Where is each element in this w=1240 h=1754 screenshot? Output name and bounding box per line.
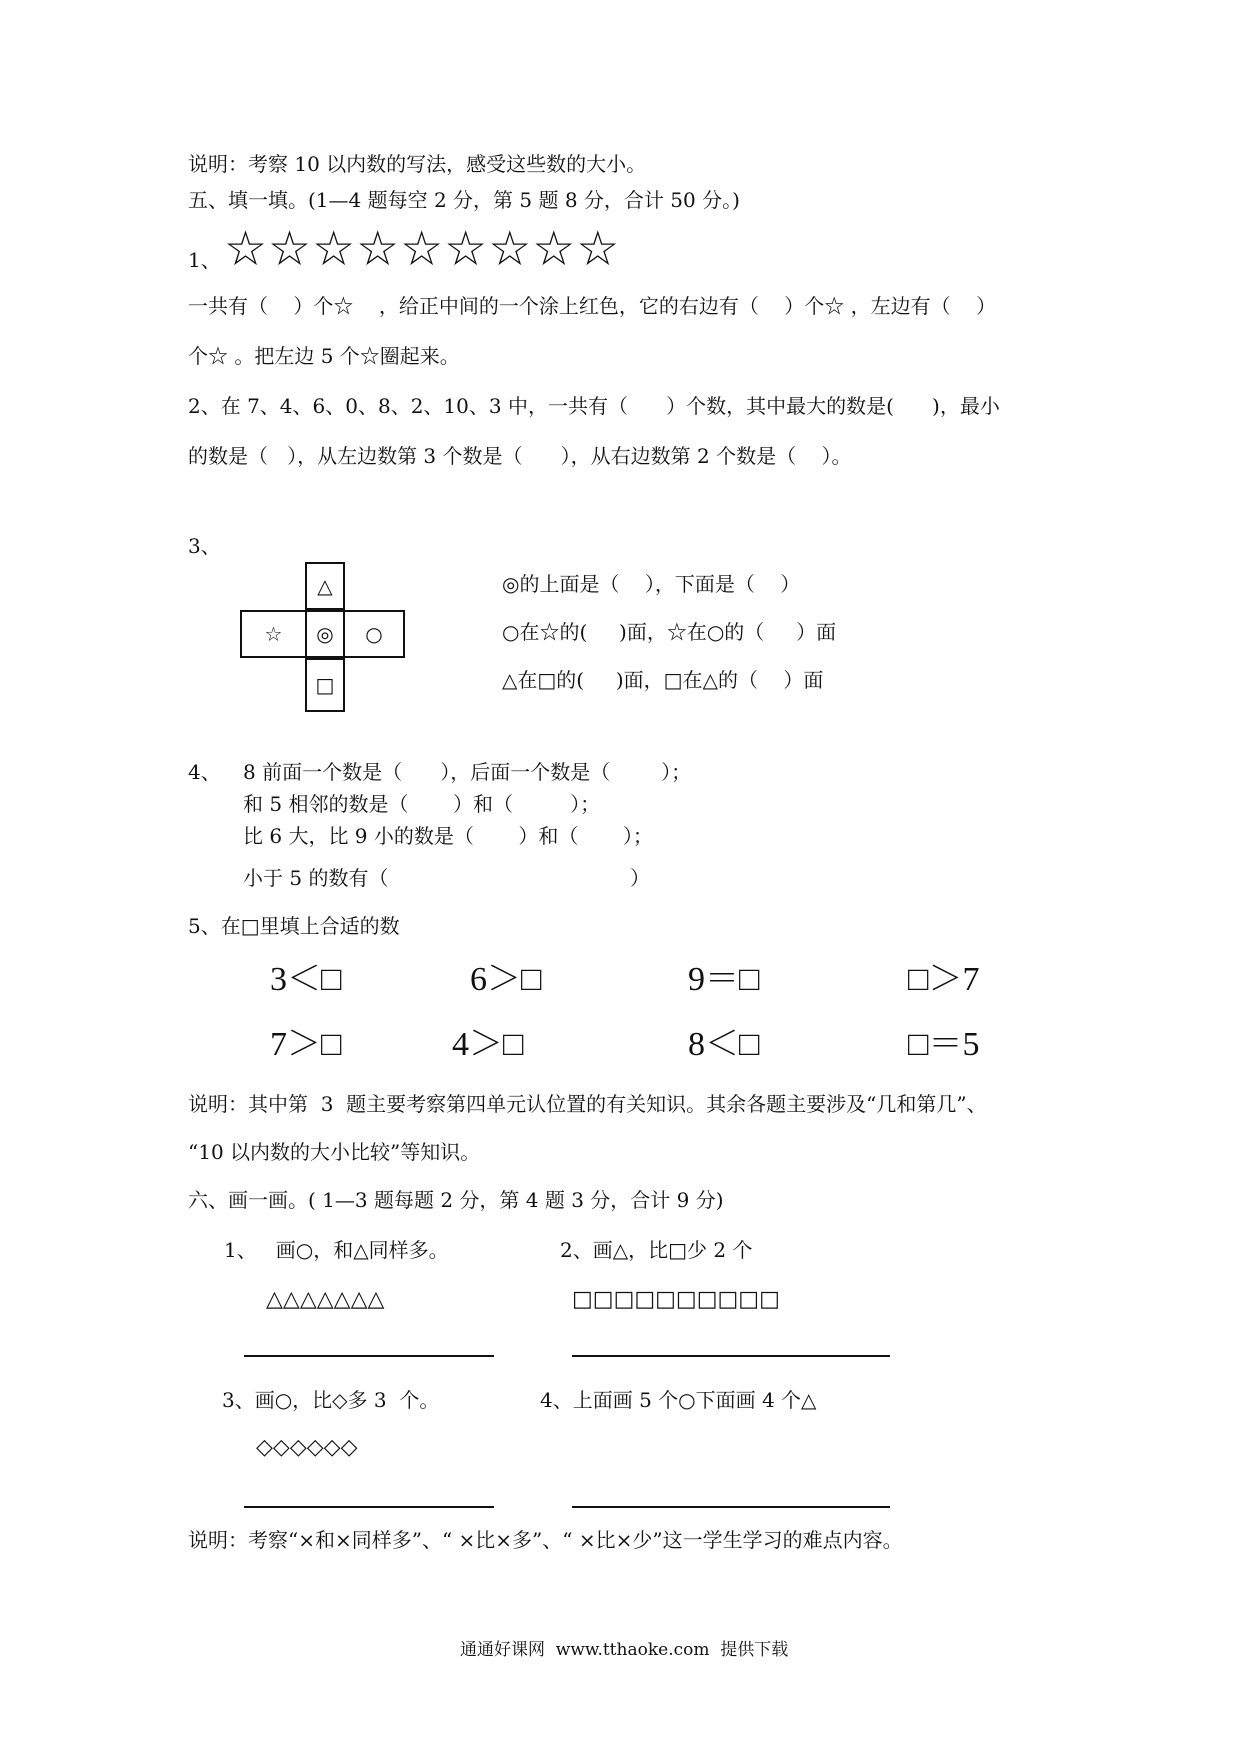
section-6-title: 六、画一画。( 1—3 题每题 2 分，第 4 题 3 分，合计 9 分) <box>188 1188 724 1212</box>
compare-r1-c2: 6＞□ <box>470 961 542 998</box>
note-2a: 说明：其中第 3 题主要考察第四单元认位置的有关知识。其余各题主要涉及“几和第几”、 <box>188 1092 987 1116</box>
q3-line-1: ◎的上面是（ ），下面是（ ） <box>502 572 801 596</box>
draw-3-title: 3、画○，比◇多 3 个。 <box>222 1388 440 1412</box>
note-2b: “10 以内数的大小比较”等知识。 <box>188 1140 481 1164</box>
q3-line-2: ○在☆的( )面，☆在○的（ ）面 <box>502 620 837 644</box>
q1-number: 1、 <box>188 248 221 272</box>
position-grid <box>240 562 405 712</box>
q1-text-b: 个☆ 。把左边 5 个☆圈起来。 <box>188 344 460 368</box>
compare-r2-c1: 7＞□ <box>270 1026 342 1063</box>
q4-line-4: 小于 5 的数有（ ） <box>243 866 651 890</box>
grid-top-cell: △ <box>305 562 345 610</box>
draw-3-diamonds: ◇◇◇◇◇◇ <box>256 1435 358 1460</box>
compare-r2-c3: 8＜□ <box>688 1026 760 1063</box>
grid-bottom-cell: □ <box>305 658 345 712</box>
grid-left-cell: ☆ <box>240 610 307 658</box>
q5-title: 5、在□里填上合适的数 <box>188 914 400 938</box>
q4-number: 4、 <box>188 760 221 784</box>
draw-1-title: 1、 画○，和△同样多。 <box>224 1238 449 1262</box>
compare-r2-c4: □＝5 <box>908 1026 980 1063</box>
grid-center-cell: ◎ <box>305 610 345 658</box>
q2-text-b: 的数是（ ），从左边数第 3 个数是（ ），从右边数第 2 个数是（ ）。 <box>188 444 852 468</box>
grid-right-cell: ○ <box>343 610 405 658</box>
note-1: 说明：考察 10 以内数的写法，感受这些数的大小。 <box>188 152 647 176</box>
q2-text-a: 2、在 7、4、6、0、8、2、10、3 中，一共有（ ）个数，其中最大的数是( )，最小 <box>188 394 1000 418</box>
compare-r1-c1: 3＜□ <box>270 961 342 998</box>
compare-r2-c2: 4＞□ <box>452 1026 524 1063</box>
draw-4-title: 4、上面画 5 个○下面画 4 个△ <box>540 1388 817 1412</box>
q4-line-1: 8 前面一个数是（ ），后面一个数是（ ）； <box>243 760 692 784</box>
compare-r1-c4: □＞7 <box>908 961 980 998</box>
q3-number: 3、 <box>188 534 221 558</box>
draw-2-answer-line <box>572 1355 890 1357</box>
q4-line-3: 比 6 大，比 9 小的数是（ ）和（ ）； <box>243 824 653 848</box>
compare-r1-c3: 9＝□ <box>688 961 760 998</box>
footer-text: 通通好课网 www.tthaoke.com 提供下载 <box>460 1640 789 1660</box>
draw-1-answer-line <box>244 1355 494 1357</box>
q1-text-a: 一共有（ ）个☆ ，给正中间的一个涂上红色，它的右边有（ ）个☆ ，左边有（ ） <box>188 294 997 318</box>
draw-4-answer-line <box>572 1506 890 1508</box>
draw-2-squares: □□□□□□□□□□ <box>572 1287 780 1312</box>
q4-line-2: 和 5 相邻的数是（ ）和（ ）； <box>243 792 601 816</box>
draw-3-answer-line <box>244 1506 494 1508</box>
q1-star-row: ☆☆☆☆☆☆☆☆☆ <box>224 221 621 277</box>
note-3: 说明：考察“×和×同样多”、“ ×比×多”、“ ×比×少”这一学生学习的难点内容。 <box>188 1528 903 1552</box>
draw-2-title: 2、画△，比□少 2 个 <box>560 1238 753 1262</box>
draw-1-triangles: △△△△△△△ <box>266 1287 385 1312</box>
section-5-title: 五、填一填。(1—4 题每空 2 分，第 5 题 8 分，合计 50 分。) <box>188 188 740 212</box>
q3-line-3: △在□的( )面，□在△的（ ）面 <box>502 668 824 692</box>
